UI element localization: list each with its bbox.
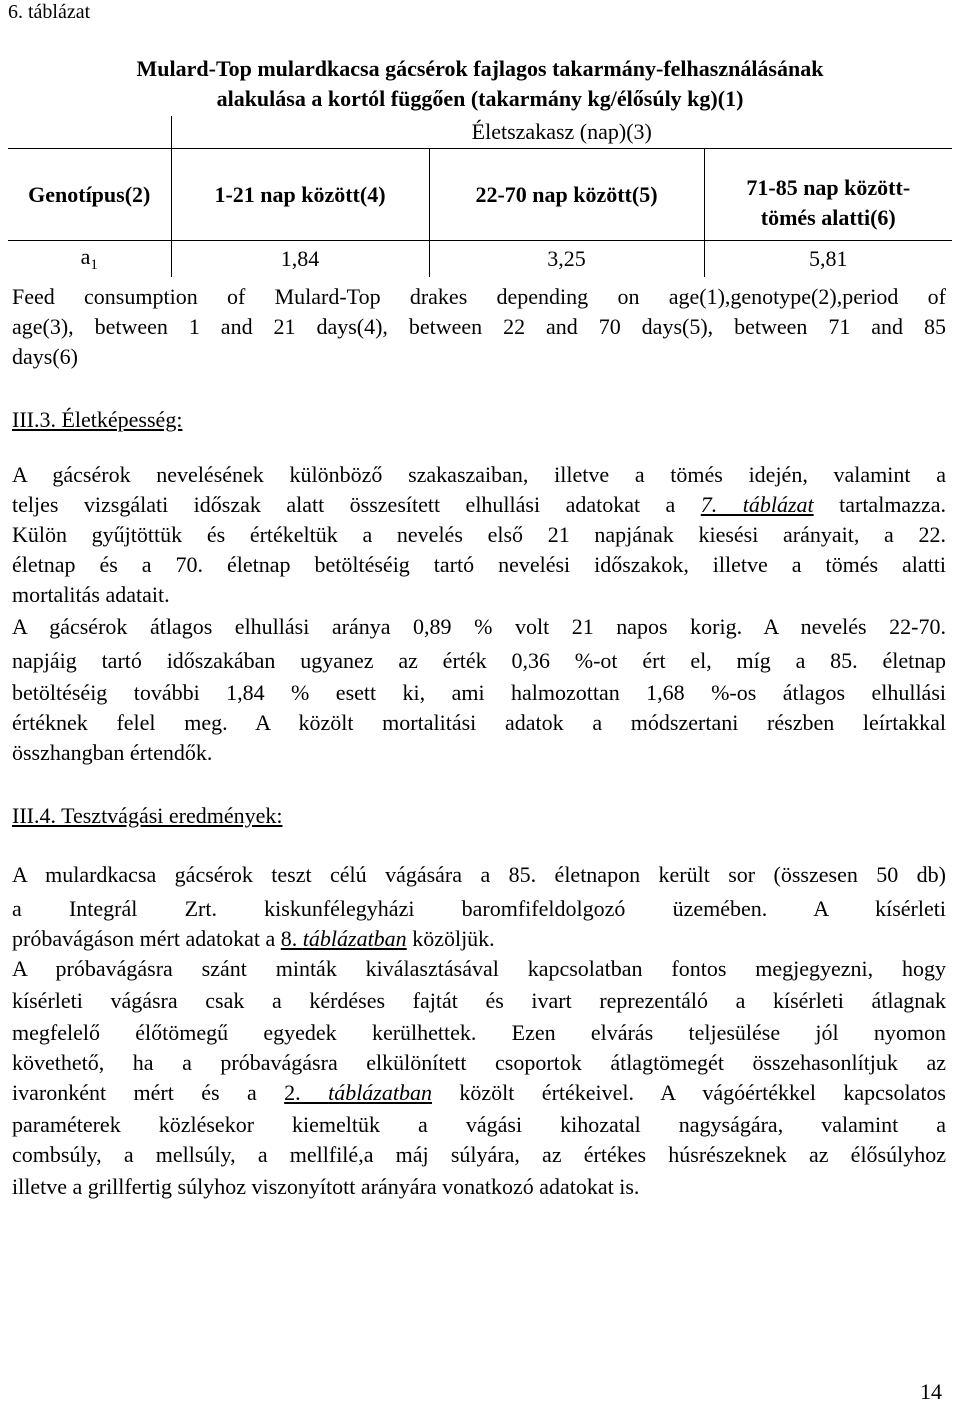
table-8-reference-link[interactable]: 8. táblázatban (280, 926, 407, 951)
paragraph-line: A mulardkacsa gácsérok teszt célú vágására a 85. életnapon került sor (összesen 50 db) (12, 862, 946, 887)
paragraph-line: megfelelő élőtömegű egyedek kerülhettek. Ezen elvárás teljesülése jól nyomon (12, 1020, 946, 1045)
value-1-21: 1,84 (171, 241, 429, 278)
paragraph-line: A gácsérok nevelésének különböző szakaszaiban, illetve a tömés idején, valamint a (12, 462, 946, 487)
paragraph-line: követhető, ha a próbavágásra elkülönített csoportok átlagtömegét összehasonlítjuk az (12, 1050, 946, 1075)
paragraph-line: értéknek felel meg. A közölt mortalitási adatok a módszertani részben leírtakkal (12, 710, 946, 735)
english-caption-line-1: Feed consumption of Mulard-Top drakes depending on age(1),genotype(2),period of (12, 284, 946, 309)
english-caption-line-3: days(6) (12, 344, 78, 369)
page-number: 14 (920, 1379, 942, 1404)
paragraph-line: ivaronként mért és a 2. táblázatban közölt értékeivel. A vágóértékkel kapcsolatos (12, 1080, 946, 1105)
paragraph-line: combsúly, a mellsúly, a mellfilé,a máj súlyára, az értékes húsrészeknek az élősúlyhoz (12, 1142, 946, 1167)
paragraph-line: A próbavágásra szánt minták kiválasztásával kapcsolatban fontos megjegyezni, hogy (12, 956, 946, 981)
paragraph-line: A gácsérok átlagos elhullási aránya 0,89 % volt 21 napos korig. A nevelés 22-70. (12, 614, 946, 639)
col-header-1-21: 1-21 nap között(4) (171, 149, 429, 241)
table-row (8, 241, 952, 278)
genotype-header: Genotípus(2) (8, 149, 171, 241)
paragraph-line: a Integrál Zrt. kiskunfélegyházi baromfifeldolgozó üzemében. A kísérleti (12, 896, 946, 921)
section-heading-4: III.4. Tesztvágási eredmények: (12, 803, 283, 828)
paragraph-line: mortalitás adatait. (12, 582, 170, 607)
paragraph-line: teljes vizsgálati időszak alatt összesített elhullási adatokat a 7. táblázat tartalmazza. (12, 492, 946, 517)
paragraph-line: próbavágáson mért adatokat a 8. táblázatban közöljük. (12, 926, 495, 951)
table-2-reference-link[interactable]: 2. táblázatban (284, 1080, 432, 1105)
table-corner-cell (8, 116, 171, 149)
english-caption-line-2: age(3), between 1 and 21 days(4), between 22 and 70 days(5), between 71 and 85 (12, 314, 946, 339)
paragraph-line: betöltéséig további 1,84 % esett ki, ami halmozottan 1,68 %-os átlagos elhullási (12, 680, 946, 705)
col-header-71-85: 71-85 nap között- tömés alatti(6) (704, 149, 952, 241)
paragraph-line: kísérleti vágásra csak a kérdéses fajtát és ivart reprezentáló a kísérleti átlagnak (12, 988, 946, 1013)
table-number-label: 6. táblázat (8, 1, 91, 23)
value-71-85: 5,81 (704, 241, 952, 278)
table-7-reference-link[interactable]: 7. táblázat (700, 492, 814, 517)
paragraph-line: életnap és a 70. életnap betöltéséig tartó nevelési időszakok, illetve a tömés alatti (12, 552, 946, 577)
phase-header: Életszakasz (nap)(3) (171, 116, 952, 149)
table-caption-line-1: Mulard-Top mulardkacsa gácsérok fajlagos takarmány-felhasználásának (136, 56, 824, 81)
paragraph-line: napjáig tartó időszakában ugyanez az érték 0,36 %-ot ért el, míg a 85. életnap (12, 648, 946, 673)
feed-consumption-table (8, 116, 952, 277)
table-caption-line-2: alakulása a kortól függően (takarmány kg/élősúly kg)(1) (216, 86, 744, 111)
col-header-22-70: 22-70 nap között(5) (429, 149, 704, 241)
paragraph-line: összhangban értendők. (12, 740, 213, 765)
genotype-cell: $a_1$ (80, 244, 98, 273)
paragraph-line: Külön gyűjtöttük és értékeltük a nevelés első 21 napjának kiesési arányait, a 22. (12, 522, 946, 547)
value-22-70: 3,25 (429, 241, 704, 278)
section-heading-3: III.3. Életképesség: (12, 407, 183, 432)
paragraph-line: paraméterek közlésekor kiemeltük a vágási kihozatal nagyságára, valamint a (12, 1112, 946, 1137)
paragraph-line: illetve a grillfertig súlyhoz viszonyított arányára vonatkozó adatokat is. (12, 1174, 640, 1199)
